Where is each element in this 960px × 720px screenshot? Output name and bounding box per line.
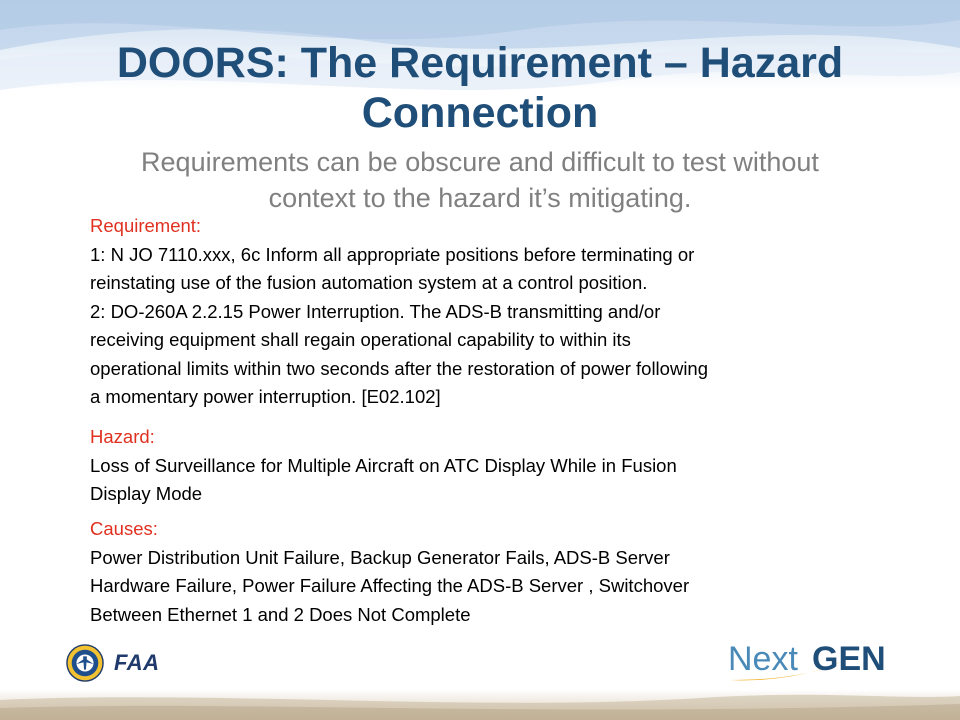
- subtitle-line: context to the hazard it’s mitigating.: [268, 183, 692, 213]
- hazard-line: Loss of Surveillance for Multiple Aircraft on ATC Display While in Fusion: [90, 454, 677, 476]
- title-line: Connection: [361, 89, 599, 137]
- requirement-line: 2: DO-260A 2.2.15 Power Interruption. The ADS-B transmitting and/or: [90, 300, 661, 322]
- hazard-section: [90, 423, 910, 509]
- causes-section: [90, 515, 910, 629]
- slide-subtitle: [40, 144, 920, 216]
- hazard-line: Display Mode: [90, 483, 203, 504]
- requirement-line: 1: N JO 7110.xxx, 6c Inform all appropriate positions before terminating or: [90, 243, 695, 265]
- hazard-heading: Hazard:: [90, 426, 155, 447]
- faa-wordmark: FAA: [114, 650, 160, 675]
- requirement-heading: Requirement:: [90, 215, 202, 236]
- subtitle-line: Requirements can be obscure and difficult to test without: [141, 147, 819, 177]
- nextgen-logo: [724, 636, 900, 686]
- requirement-line: reinstating use of the fusion automation system at a control position.: [90, 272, 648, 293]
- causes-line: Power Distribution Unit Failure, Backup Generator Fails, ADS-B Server: [90, 546, 670, 568]
- causes-line: Hardware Failure, Power Failure Affecting the ADS-B Server , Switchover: [90, 575, 690, 596]
- title-line: DOORS: The Requirement – Hazard: [116, 39, 844, 87]
- causes-heading: Causes:: [90, 518, 158, 539]
- requirement-line: a momentary power interruption. [E02.102]: [90, 386, 441, 407]
- nextgen-prefix: Next: [728, 640, 798, 678]
- faa-seal-icon: [66, 644, 104, 682]
- requirement-line: receiving equipment shall regain operational capability to within its: [90, 329, 631, 350]
- requirement-section: [90, 212, 910, 412]
- causes-line: Between Ethernet 1 and 2 Does Not Complete: [90, 603, 471, 625]
- faa-logo: [66, 643, 160, 683]
- slide-title: [40, 38, 920, 138]
- nextgen-suffix: GEN: [812, 640, 886, 678]
- requirement-line: operational limits within two seconds after the restoration of power following: [90, 357, 709, 379]
